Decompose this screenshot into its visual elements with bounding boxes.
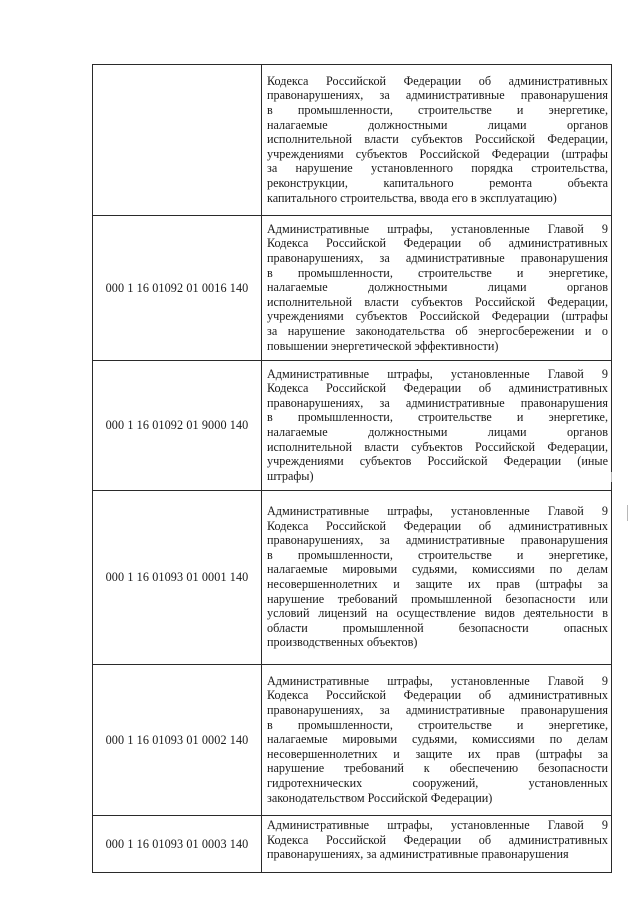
budget-code-table [92, 64, 612, 873]
budget-classification-code: 000 1 16 01093 01 0003 140 [93, 816, 262, 873]
budget-classification-code: 000 1 16 01093 01 0001 140 [93, 491, 262, 665]
budget-classification-code: 000 1 16 01092 01 9000 140 [93, 361, 262, 491]
description-line: правонарушениях, за административные правонарушения [267, 847, 569, 862]
description-line: реконструкции, капитального ремонта объекта [267, 175, 608, 190]
description-line: условий лицензий на осуществление видов деятельности в [267, 606, 608, 621]
description-line: несовершеннолетних и защите их прав (штрафы за [267, 577, 608, 591]
description-line: Административные штрафы, установленные Главой 9 [267, 504, 608, 519]
description-line: в промышленности, строительстве и энергетике, [267, 265, 608, 280]
description-line: правонарушениях, за административные правонарушения [267, 251, 608, 266]
description-line: правонарушениях, за административные правонарушения [267, 533, 608, 548]
scan-mark [611, 472, 612, 482]
description-line: Административные штрафы, установленные Главой 9 [267, 818, 608, 832]
description-line: в промышленности, строительстве и энергетике, [267, 103, 608, 118]
description-line: в промышленности, строительстве и энергетике, [267, 410, 608, 425]
description-line: Кодекса Российской Федерации об административных [267, 518, 608, 533]
budget-classification-code: 000 1 16 01093 01 0002 140 [93, 665, 262, 816]
description-line: исполнительной власти субъектов Российской Федерации, [267, 132, 608, 147]
description-line: штрафы) [267, 468, 314, 483]
table-row [93, 216, 612, 361]
description-line: правонарушениях, за административные правонарушения [267, 88, 608, 103]
description-line: исполнительной власти субъектов Российской Федерации, [267, 294, 608, 309]
description-line: налагаемые мировыми судьями, комиссиями по делам [267, 562, 608, 577]
description-line: производственных объектов) [267, 635, 418, 650]
table-row [93, 361, 612, 491]
revenue-description [262, 65, 612, 216]
revenue-description [262, 491, 612, 665]
revenue-description [262, 361, 612, 491]
description-line: учреждениями субъектов Российской Федерации (штрафы [267, 309, 608, 324]
description-line: несовершеннолетних и защите их прав (штрафы за [267, 746, 608, 761]
revenue-description [262, 216, 612, 361]
description-line: за нарушение законодательства об энергосбережении и о [267, 323, 608, 338]
table-body [93, 65, 612, 873]
table-row [93, 65, 612, 216]
description-line: Кодекса Российской Федерации об административных [267, 688, 608, 703]
description-line: области промышленной безопасности опасных [267, 620, 608, 635]
table-row [93, 816, 612, 873]
description-line: нарушение требований промышленной безопасности или [267, 591, 608, 606]
description-line: Кодекса Российской Федерации об административных [267, 832, 608, 847]
description-line: Административные штрафы, установленные Главой 9 [267, 366, 608, 381]
scan-mark [627, 505, 628, 521]
description-line: правонарушениях, за административные правонарушения [267, 395, 608, 410]
description-line: в промышленности, строительстве и энергетике, [267, 717, 608, 732]
table-row [93, 665, 612, 816]
description-line: Кодекса Российской Федерации об административных [267, 236, 608, 251]
description-line: гидротехнических сооружений, установленных [267, 775, 608, 790]
description-line: исполнительной власти субъектов Российской Федерации, [267, 439, 608, 454]
revenue-description [262, 816, 612, 873]
description-line: Административные штрафы, установленные Главой 9 [267, 221, 608, 236]
description-line: учреждениями субъектов Российской Федерации (иные [267, 454, 608, 469]
description-line: Кодекса Российской Федерации об административных [267, 381, 608, 396]
revenue-description [262, 665, 612, 816]
description-line: учреждениями субъектов Российской Федерации (штрафы [267, 146, 608, 161]
description-line: законодательством Российской Федерации) [267, 790, 493, 805]
budget-classification-code: 000 1 16 01092 01 0016 140 [93, 216, 262, 361]
description-line: капитального строительства, ввода его в эксплуатацию) [267, 190, 557, 205]
budget-classification-code [93, 65, 262, 216]
description-line: Кодекса Российской Федерации об административных [267, 73, 608, 88]
description-line: нарушение требований к обеспечению безопасности [267, 761, 608, 776]
description-line: повышении энергетической эффективности) [267, 338, 499, 353]
table-row [93, 491, 612, 665]
description-line: налагаемые должностными лицами органов [267, 425, 608, 439]
description-line: в промышленности, строительстве и энергетике, [267, 547, 608, 562]
description-line: налагаемые должностными лицами органов [267, 117, 608, 132]
description-line: Административные штрафы, установленные Главой 9 [267, 673, 608, 688]
description-line: правонарушениях, за административные правонарушения [267, 703, 608, 718]
description-line: за нарушение установленного порядка строительства, [267, 161, 608, 176]
description-line: налагаемые должностными лицами органов [267, 280, 608, 295]
description-line: налагаемые мировыми судьями, комиссиями по делам [267, 732, 608, 747]
